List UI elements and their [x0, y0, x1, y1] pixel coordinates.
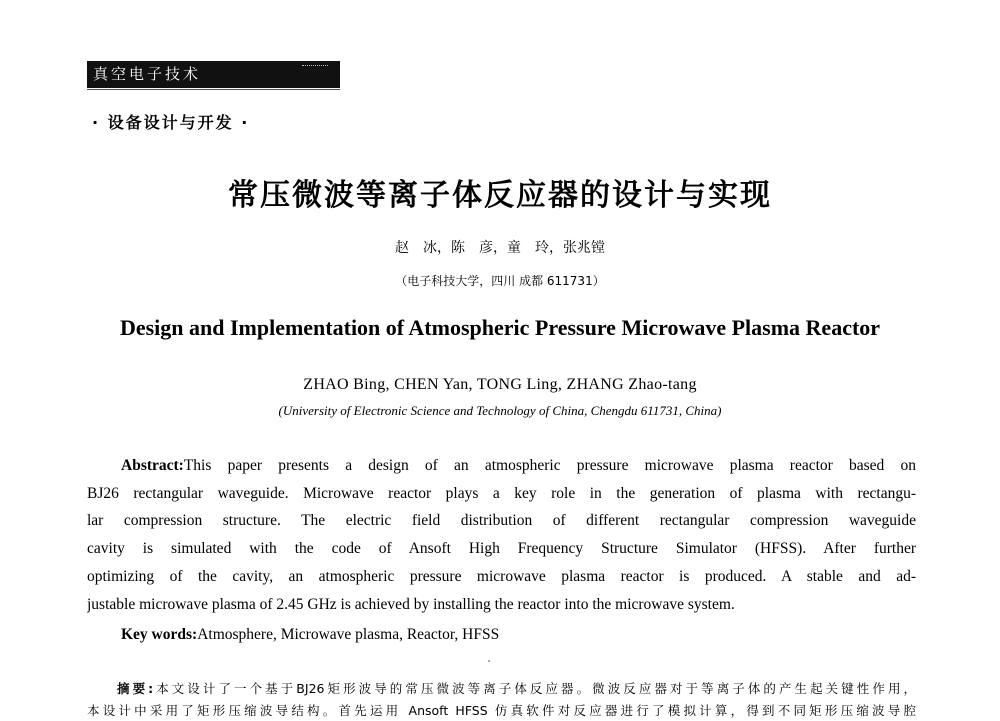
abstract-line: BJ26 rectangular waveguide. Microwave reactor plays a key role in the generation of plasma with rectangu- — [87, 485, 916, 502]
header-rule — [87, 89, 340, 90]
section-label: · 设备设计与开发 · — [92, 113, 250, 132]
banner-mark — [302, 65, 328, 69]
abstract-line: justable microwave plasma of 2.45 GHz is achieved by installing the reactor into the microwave system. — [87, 596, 735, 613]
journal-banner — [87, 61, 340, 88]
keywords — [121, 625, 499, 645]
keywords-text: Atmosphere, Microwave plasma, Reactor, HFSS — [197, 626, 500, 643]
abstract-cn-label: 摘要: — [117, 681, 154, 696]
keywords-label: Key words: — [121, 626, 198, 643]
journal-name: 真空电子技术 — [93, 65, 202, 83]
authors-cn: 赵 冰，陈 彦，童 玲，张兆镗 — [395, 240, 605, 256]
abstract-cn-line: 本设计中采用了矩形压缩波导结构。首先运用 Ansoft HFSS 仿真软件对反应器进行了模拟计算，得到不同矩形压缩波导腔 — [87, 703, 916, 718]
abstract-line: optimizing of the cavity, an atmospheric pressure microwave plasma reactor is produced. A stable and ad- — [87, 568, 916, 585]
abstract-line: Abstract:This paper presents a design of an atmospheric pressure microwave plasma reactor based on — [121, 457, 916, 474]
abstract-cn-line: 摘要:本文设计了一个基于BJ26矩形波导的常压微波等离子体反应器。微波反应器对于等离子体的产生起关键性作用， — [117, 681, 916, 696]
affiliation-cn: （电子科技大学，四川 成都 611731） — [395, 274, 605, 288]
abstract-line: lar compression structure. The electric field distribution of different rectangular compression waveguide — [87, 512, 916, 529]
title-cn: 常压微波等离子体反应器的设计与实现 — [228, 178, 772, 213]
abstract-line: cavity is simulated with the code of Ansoft High Frequency Structure Simulator (HFSS). After further — [87, 540, 916, 557]
affiliation-en: (University of Electronic Science and Technology of China, Chengdu 611731, China) — [278, 403, 722, 418]
authors-en: ZHAO Bing, CHEN Yan, TONG Ling, ZHANG Zhao-tang — [303, 376, 697, 393]
title-en: Design and Implementation of Atmospheric Pressure Microwave Plasma Reactor — [119, 315, 881, 340]
abstract-label: Abstract: — [121, 457, 184, 474]
scan-speck — [488, 660, 490, 662]
